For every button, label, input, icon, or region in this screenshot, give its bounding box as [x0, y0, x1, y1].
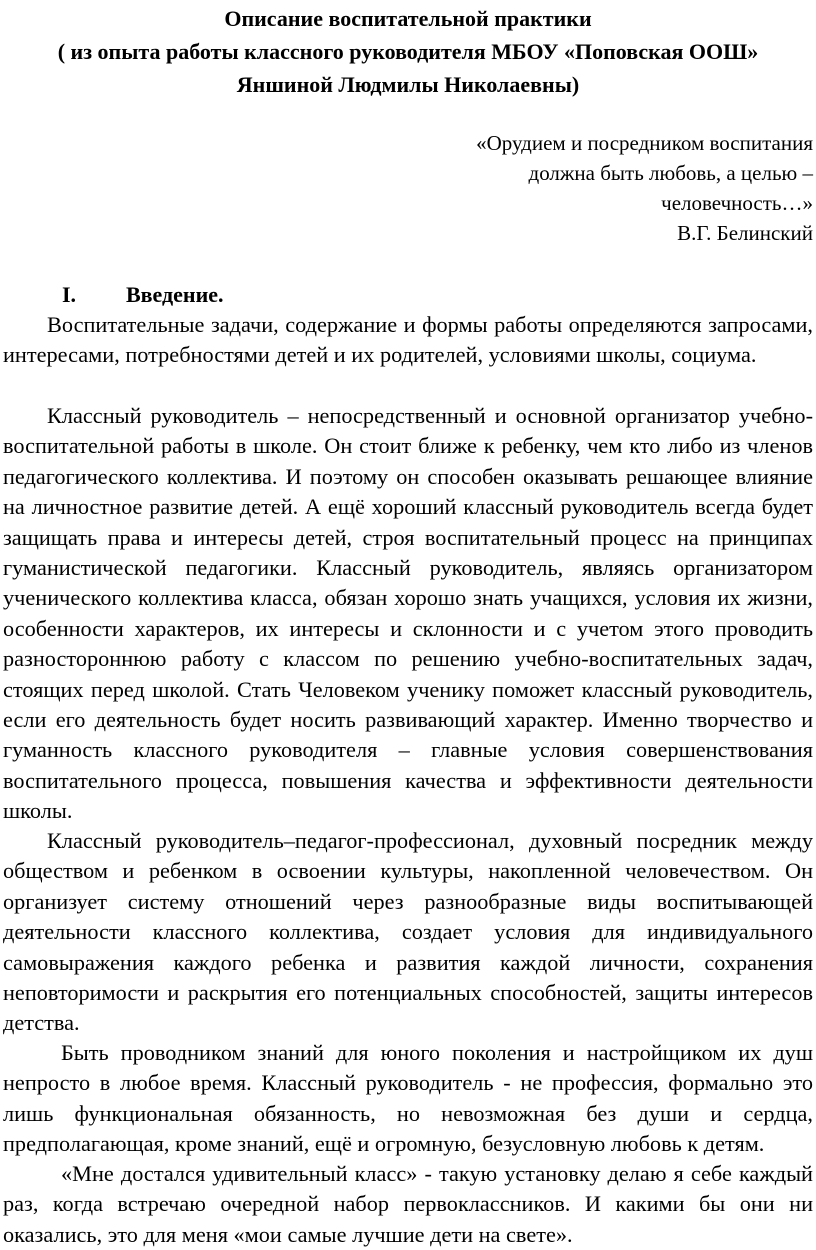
section-title: Введение. [126, 282, 224, 307]
paragraph-2: Классный руководитель – непосредственный и основной организатор учебно-воспитательной работы в школе. Он стоит ближе к ребенку, чем кто либо из членов педагогического коллектива. И поэтому он способен оказывать решающее влияние на личностное развитие детей. А ещё хороший классный руководитель всегда будет защищать права и интересы детей, строя воспитательный процесс на принципах гуманистической педагогики. Классный руководитель, являясь организатором ученического коллектива класса, обязан хорошо знать учащихся, условия их жизни, особенности характеров, их интересы и склонности и с учетом этого проводить разностороннюю работу с классом по решению учебно-воспитательных задач, стоящих перед школой. Стать Человеком ученику поможет классный руководитель, если его деятельность будет носить развивающий характер. Именно творчество и гуманность классного руководителя – главные условия совершенствования воспитательного процесса, повышения качества и эффективности деятельности школы. [3, 403, 813, 824]
epigraph-line-1: «Орудием и посредником воспитания [476, 131, 813, 155]
paragraph-5: «Мне достался удивительный класс» - такую установку делаю я себе каждый раз, когда встречаю очередной набор первоклассников. И какими бы они ни оказались, это для меня «мои самые лучшие дети на свете». [3, 1161, 813, 1247]
paragraph-1: Воспитательные задачи, содержание и формы работы определяются запросами, интересами, потребностями детей и их родителей, условиями школы, социума. [3, 312, 813, 368]
epigraph-line-2: должна быть любовь, а целью – [528, 161, 813, 185]
paragraph-4: Быть проводником знаний для юного поколения и настройщиком их душ непросто в любое время. Классный руководитель - не профессия, формально это лишь функциональная обязанность, но невозможная без души и сердца, предполагающая, кроме знаний, ещё и огромную, безусловную любовь к детям. [3, 1040, 813, 1157]
section-heading [62, 280, 224, 310]
epigraph-line-3: человечность…» [661, 191, 813, 215]
section-number: I. [62, 282, 77, 307]
document-title-line-3: Яншиной Людмилы Николаевны) [236, 72, 580, 97]
epigraph-author: В.Г. Белинский [677, 221, 813, 245]
document-title-line-1: Описание воспитательной практики [224, 6, 592, 31]
document-title-line-2: ( из опыта работы классного руководителя МБОУ «Поповская ООШ» [57, 39, 759, 64]
paragraph-3: Классный руководитель–педагог-профессионал, духовный посредник между обществом и ребенком в освоении культуры, накопленной человечеством. Он организует систему отношений через разнообразные виды воспитывающей деятельности классного коллектива, создает условия для индивидуального самовыражения каждого ребенка и развития каждой личности, сохранения неповторимости и раскрытия его потенциальных способностей, защиты интересов детства. [3, 828, 813, 1036]
